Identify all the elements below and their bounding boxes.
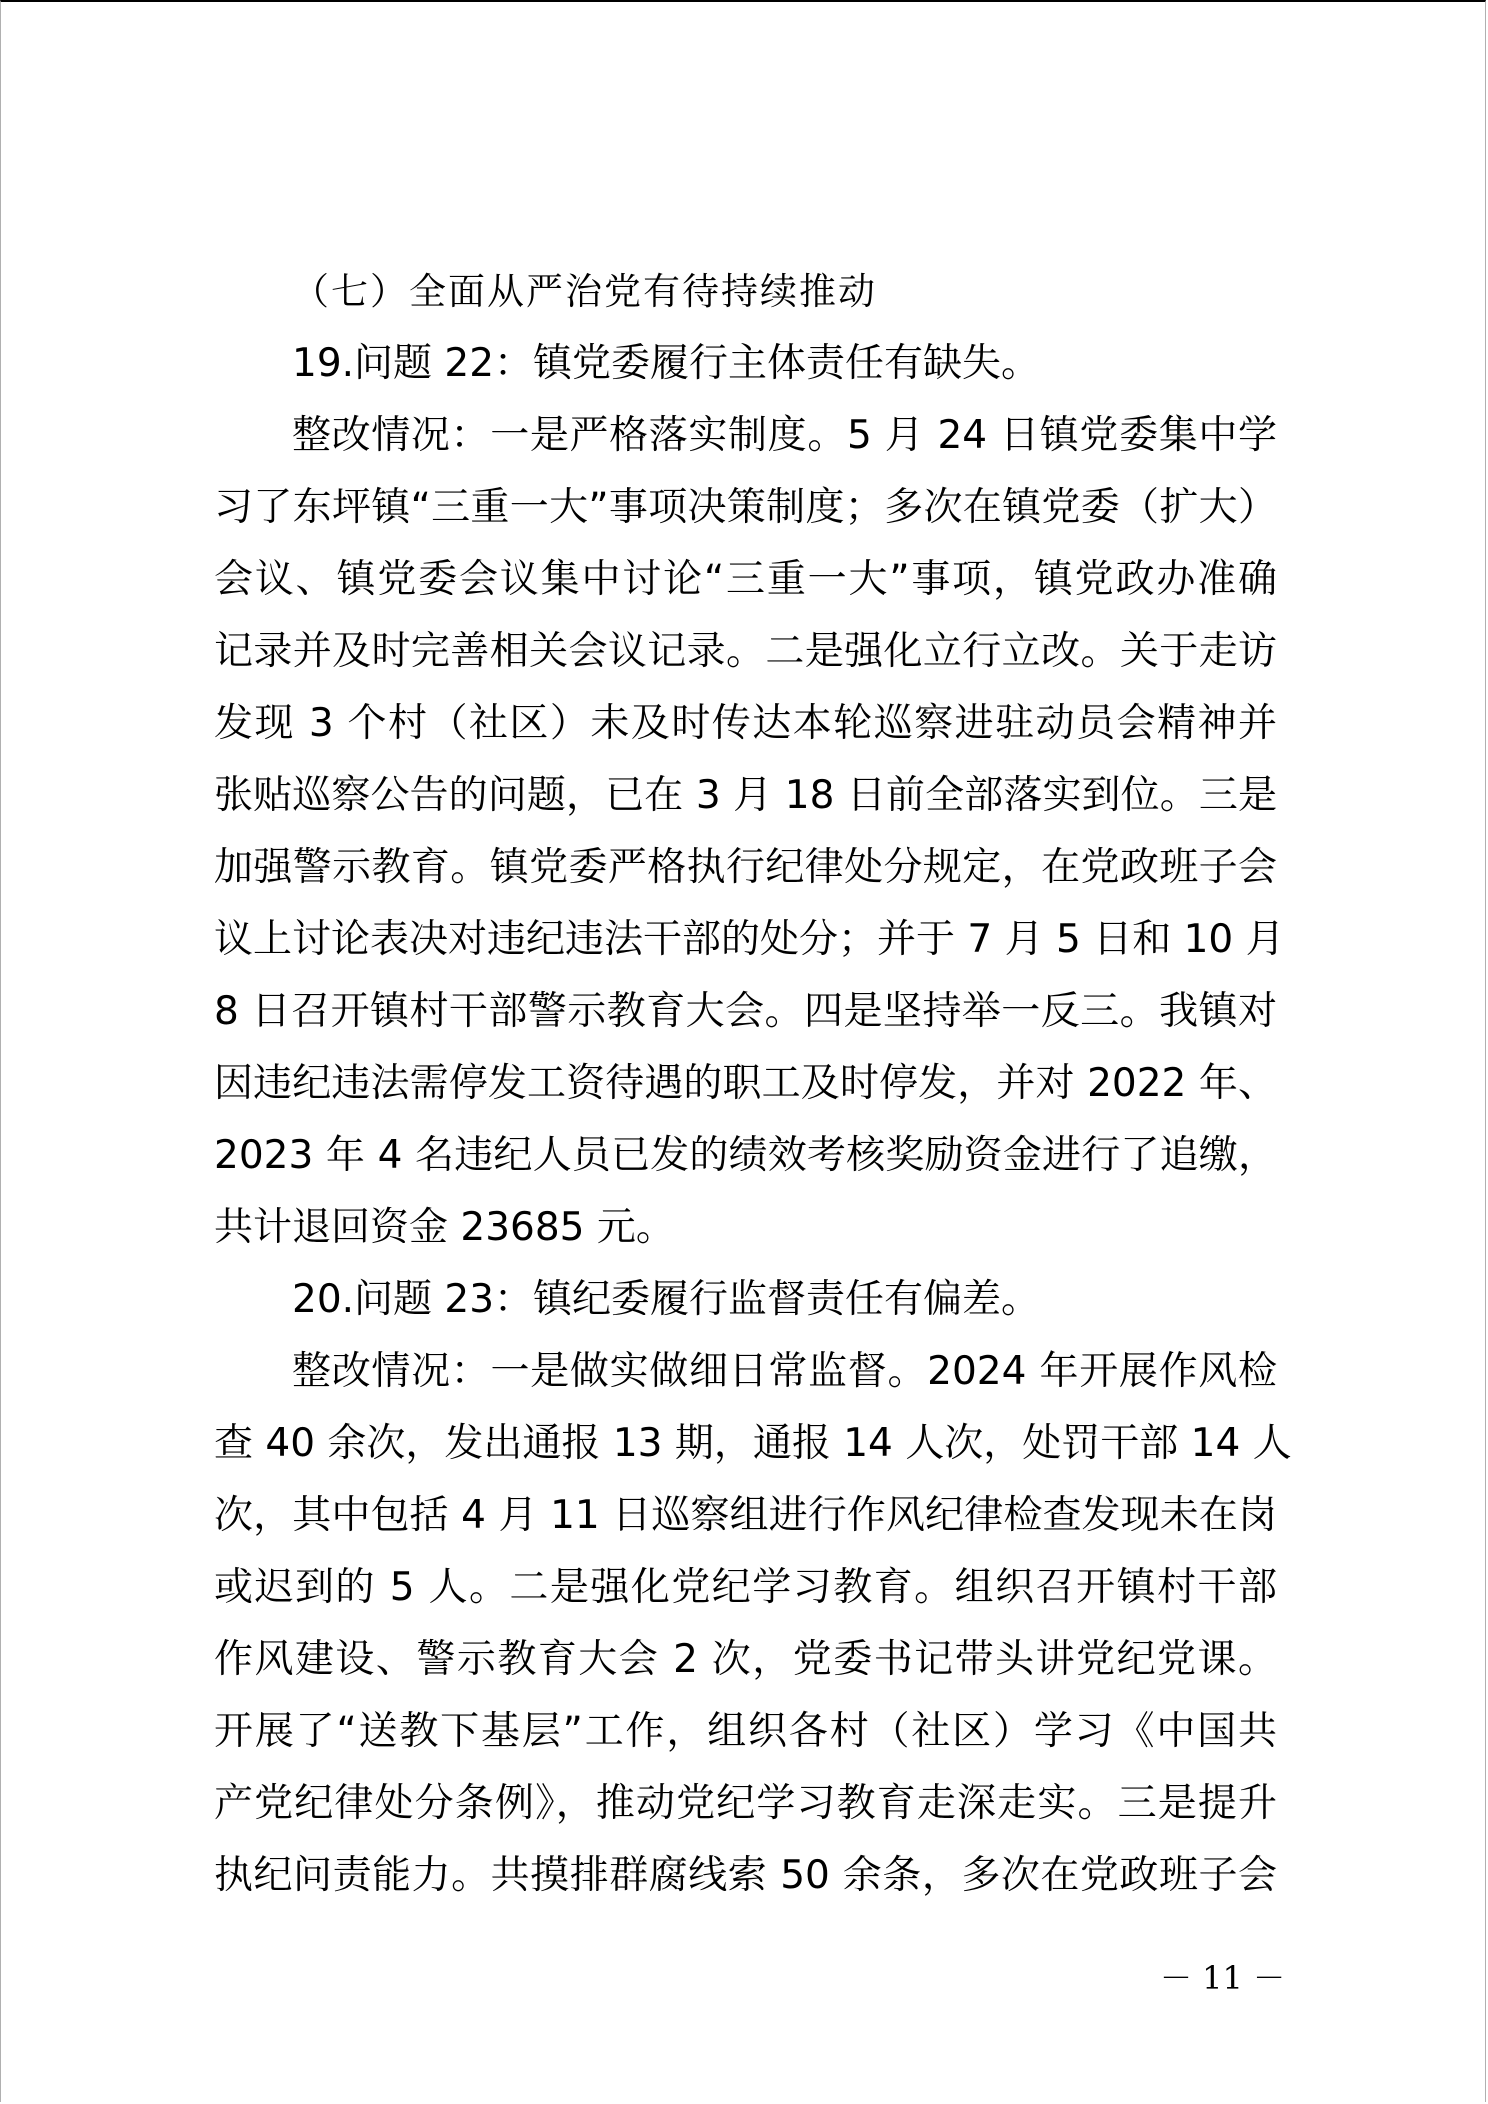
paragraph-line: 产党纪律处分条例》，推动党纪学习教育走深走实。三是提升: [214, 1781, 1277, 1826]
paragraph-line: 议上讨论表决对违纪违法干部的处分；并于 7 月 5 日和 10 月: [214, 917, 1285, 962]
paragraph-line: 整改情况：一是做实做细日常监督。2024 年开展作风检: [292, 1349, 1277, 1394]
document-body: [214, 256, 1292, 1912]
paragraph-line: 作风建设、警示教育大会 2 次，党委书记带头讲党纪党课。: [214, 1637, 1277, 1682]
paragraph-line: 查 40 余次，发出通报 13 期，通报 14 人次，处罚干部 14 人: [214, 1421, 1292, 1466]
paragraph-line: 因违纪违法需停发工资待遇的职工及时停发，并对 2022 年、: [214, 1061, 1277, 1106]
paragraph-line: 8 日召开镇村干部警示教育大会。四是坚持举一反三。我镇对: [214, 989, 1277, 1034]
paragraph-last-line: 共计退回资金 23685 元。: [214, 1205, 675, 1250]
paragraph-line: 整改情况：一是严格落实制度。5 月 24 日镇党委集中学: [292, 413, 1277, 458]
paragraph-line: 习了东坪镇“三重一大”事项决策制度；多次在镇党委（扩大）: [214, 485, 1277, 530]
paragraph-line: 执纪问责能力。共摸排群腐线索 50 余条，多次在党政班子会: [214, 1853, 1277, 1898]
paragraph-line: 会议、镇党委会议集中讨论“三重一大”事项，镇党政办准确: [214, 557, 1277, 602]
issue-20-title: 20.问题 23：镇纪委履行监督责任有偏差。: [292, 1277, 1041, 1322]
section-heading: （七）全面从严治党有待持续推动: [292, 270, 877, 313]
paragraph-line: 2023 年 4 名违纪人员已发的绩效考核奖励资金进行了追缴，: [214, 1133, 1277, 1178]
paragraph-line: 或迟到的 5 人。二是强化党纪学习教育。组织召开镇村干部: [214, 1565, 1277, 1610]
paragraph-line: 次，其中包括 4 月 11 日巡察组进行作风纪律检查发现未在岗: [214, 1493, 1277, 1538]
paragraph-line: 开展了“送教下基层”工作，组织各村（社区）学习《中国共: [214, 1709, 1277, 1754]
paragraph-line: 记录并及时完善相关会议记录。二是强化立行立改。关于走访: [214, 629, 1277, 674]
issue-19-title: 19.问题 22：镇党委履行主体责任有缺失。: [292, 341, 1041, 386]
page-number: － 11 －: [1160, 1959, 1286, 1997]
paragraph-line: 发现 3 个村（社区）未及时传达本轮巡察进驻动员会精神并: [214, 701, 1277, 746]
paragraph-line: 加强警示教育。镇党委严格执行纪律处分规定，在党政班子会: [214, 845, 1277, 890]
paragraph-line: 张贴巡察公告的问题，已在 3 月 18 日前全部落实到位。三是: [214, 773, 1277, 818]
